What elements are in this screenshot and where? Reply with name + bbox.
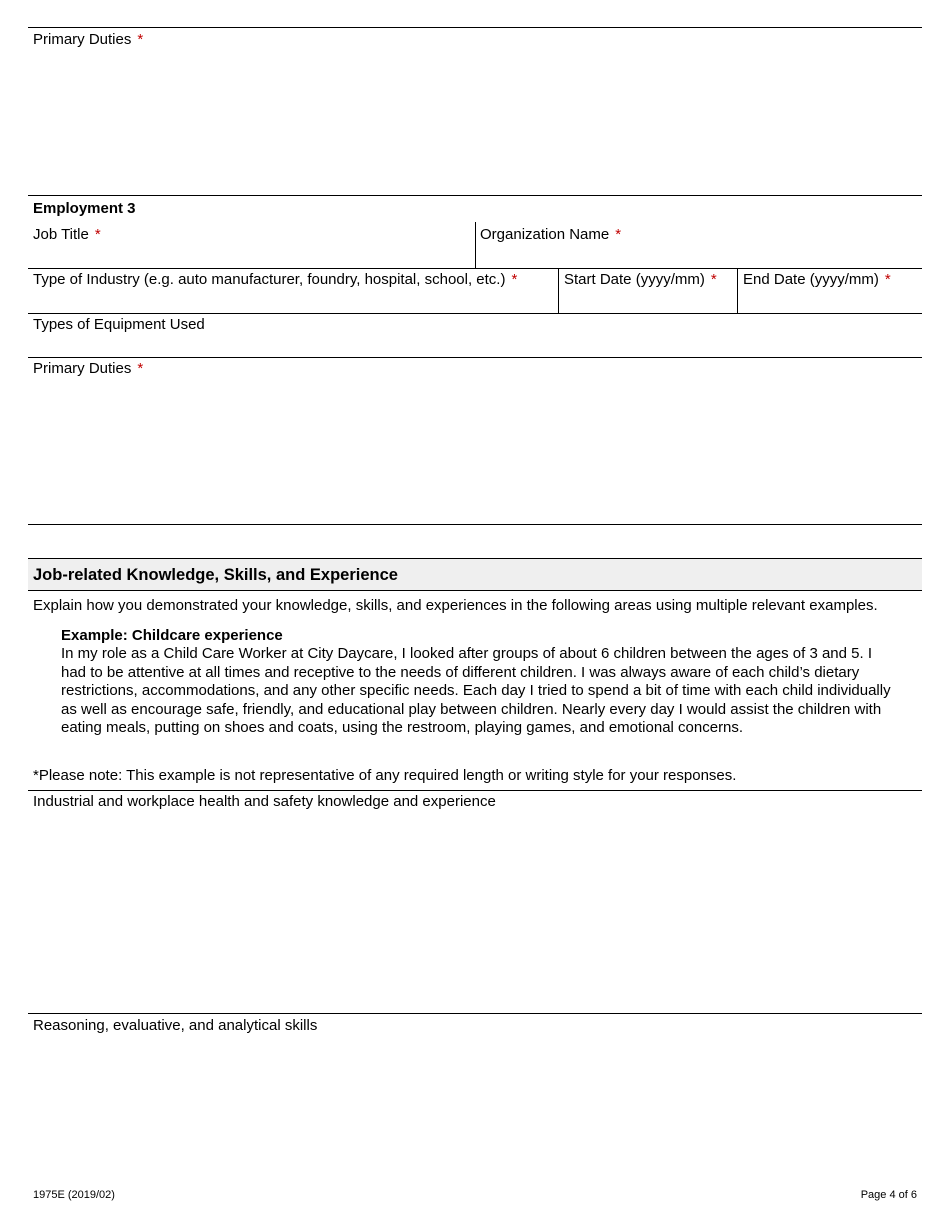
row-rule: [28, 313, 922, 314]
equipment-field[interactable]: [33, 316, 205, 334]
row-rule: [28, 268, 922, 269]
example-body: In my role as a Child Care Worker at City Daycare, I looked after groups of about 6 children between the ages of 3 and 5. I had to be attentive at all times and receptive to the needs of different children. I was always aware of each child’s dietary restrictions, accommodations, and any other specific needs. Each day I tried to spend a bit of time with each child individually as well as encourage safe, friendly, and educational play between children. Nearly every day I would assist the children with eating meals, putting on shoes and coats, using the restroom, playing games, and emotional concerns.: [61, 645, 891, 737]
column-divider: [475, 222, 476, 268]
form-number: 1975E (2019/02): [33, 1189, 115, 1201]
required-mark: *: [710, 271, 717, 288]
organization-name-field[interactable]: [480, 226, 621, 244]
start-date-label: Start Date (yyyy/mm): [564, 271, 705, 288]
row-rule: [28, 357, 922, 358]
organization-name-label: Organization Name: [480, 226, 610, 243]
ksa-heading: Job-related Knowledge, Skills, and Experience: [33, 566, 398, 584]
example-title: Example: Childcare experience: [61, 627, 283, 644]
column-divider: [558, 268, 559, 313]
job-title-field[interactable]: [33, 226, 101, 244]
employment3-heading: Employment 3: [33, 200, 136, 217]
reasoning-label: Reasoning, evaluative, and analytical skills: [33, 1017, 318, 1034]
primary-duties-label: Primary Duties: [33, 360, 132, 377]
health-safety-label: Industrial and workplace health and safety knowledge and experience: [33, 793, 496, 810]
column-divider: [737, 268, 738, 313]
primary-duties-label: Primary Duties: [33, 31, 132, 48]
top-rule: [28, 27, 922, 28]
employment3-top-rule: [28, 195, 922, 196]
example-note: *Please note: This example is not representative of any required length or writing style for your responses.: [33, 767, 737, 784]
health-safety-field[interactable]: [33, 793, 496, 811]
required-mark: *: [137, 360, 144, 377]
required-mark: *: [615, 226, 622, 243]
employment3-bottom-rule: [28, 524, 922, 525]
required-mark: *: [884, 271, 891, 288]
required-mark: *: [94, 226, 101, 243]
row-rule: [28, 1013, 922, 1014]
required-mark: *: [511, 271, 518, 288]
type-of-industry-field[interactable]: [33, 271, 517, 289]
start-date-field[interactable]: [564, 271, 717, 289]
type-of-industry-label: Type of Industry (e.g. auto manufacturer, foundry, hospital, school, etc.): [33, 271, 506, 288]
end-date-field[interactable]: [743, 271, 891, 289]
ksa-section-header: [28, 558, 922, 591]
primary-duties-field[interactable]: [33, 360, 143, 378]
page-number: Page 4 of 6: [860, 1189, 917, 1201]
job-title-label: Job Title: [33, 226, 89, 243]
reasoning-field[interactable]: [33, 1017, 317, 1035]
primary-duties-field-top[interactable]: [33, 31, 143, 49]
row-rule: [28, 790, 922, 791]
required-mark: *: [137, 31, 144, 48]
equipment-label: Types of Equipment Used: [33, 316, 205, 333]
ksa-instructions: Explain how you demonstrated your knowledge, skills, and experiences in the following areas using multiple relevant examples.: [33, 597, 878, 614]
end-date-label: End Date (yyyy/mm): [743, 271, 879, 288]
